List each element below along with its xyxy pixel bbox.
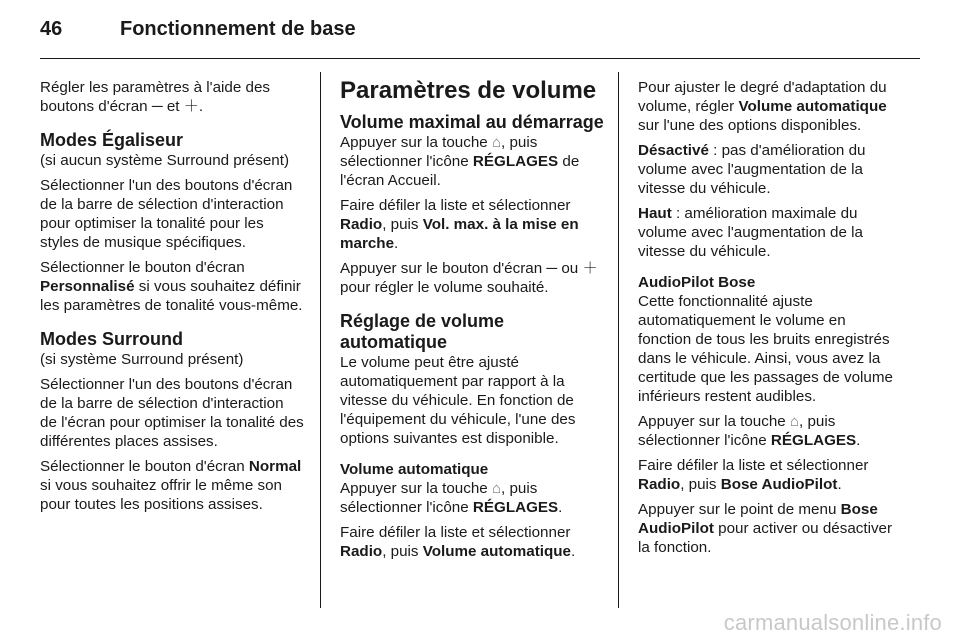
home-icon: ⌂ — [491, 134, 502, 151]
paragraph: Faire défiler la liste et sélectionner Radio, puis Bose AudioPilot. — [638, 457, 869, 493]
plus-icon: ＋ — [582, 260, 598, 277]
paragraph: Appuyer sur la touche ⌂, puis sélectionner l'icône RÉGLAGES de l'écran Accueil. — [340, 134, 580, 189]
paragraph: Appuyer sur la touche ⌂, puis sélectionner l'icône RÉGLAGES. — [638, 413, 861, 449]
chapter-title: Paramètres de volume — [340, 77, 597, 104]
plus-icon: ＋ — [183, 98, 199, 115]
menu-term: Volume automatique — [738, 98, 887, 115]
paragraph: Appuyer sur le bouton d'écran ─ ou ＋ pour régler le volume souhaité. — [340, 260, 598, 296]
paragraph: Sélectionner l'un des boutons d'écran de la barre de sélection d'interaction pour optimiser la tonalité pour les styles de musique spécifiques. — [40, 177, 293, 251]
minus-icon: ─ — [546, 260, 558, 277]
subsection-title-volume-automatique: Volume automatique — [340, 461, 489, 478]
section-subtitle: (si système Surround présent) — [40, 351, 244, 368]
paragraph: Sélectionner l'un des boutons d'écran de la barre de sélection d'interaction de l'écran pour optimiser la tonalité des différentes places assises. — [40, 376, 304, 450]
page-header — [40, 18, 356, 50]
subsection-title-audiopilot: AudioPilot Bose — [638, 274, 756, 291]
menu-term: Vol. max. à la mise en marche — [340, 216, 579, 252]
section-title-modes-surround: Modes Surround — [40, 329, 183, 349]
paragraph: Faire défiler la liste et sélectionner Radio, puis Volume automatique. — [340, 524, 576, 560]
paragraph: Haut : amélioration maximale du volume avec l'augmentation de la vitesse du véhicule. — [638, 205, 863, 260]
section-title-modes-egaliseur: Modes Égaliseur — [40, 130, 184, 150]
menu-term: Volume automatique — [422, 543, 571, 560]
home-icon: ⌂ — [491, 480, 502, 497]
intro-paragraph: Régler les paramètres à l'aide des boutons d'écran ─ et ＋. — [40, 79, 270, 115]
column-divider-right — [618, 72, 619, 608]
section-title-reglage-volume: Réglage de volume automatique — [340, 311, 505, 352]
paragraph: Désactivé : pas d'amélioration du volume avec l'augmentation de la vitesse du véhicule. — [638, 142, 866, 197]
paragraph: Cette fonctionnalité ajuste automatiquement le volume en fonction de tous les bruits enregistrés dans le véhicule. Ainsi, vous avez la certitude que les passages de volume inférieurs restent audibles. — [638, 293, 893, 405]
paragraph: Appuyer sur le point de menu Bose AudioPilot pour activer ou désactiver la fonction. — [638, 501, 893, 556]
menu-term: RÉGLAGES — [770, 432, 857, 449]
paragraph: Sélectionner le bouton d'écran Normal si vous souhaitez offrir le même son pour toutes les positions assises. — [40, 458, 302, 513]
paragraph: Pour ajuster le degré d'adaptation du volume, régler Volume automatique sur l'une des options disponibles. — [638, 79, 887, 134]
option-term: Haut — [638, 205, 672, 222]
option-term: Désactivé — [638, 142, 709, 159]
paragraph: Sélectionner le bouton d'écran Personnalisé si vous souhaitez définir les paramètres de tonalité vous-même. — [40, 259, 303, 314]
column-1 — [40, 78, 304, 520]
menu-term: Normal — [248, 458, 302, 475]
section-subtitle: (si aucun système Surround présent) — [40, 152, 290, 169]
menu-term: Radio — [638, 476, 681, 493]
section-title-volume-maximal: Volume maximal au démarrage — [340, 112, 604, 132]
minus-icon: ─ — [151, 98, 163, 115]
column-divider-left — [320, 72, 321, 608]
menu-term: RÉGLAGES — [472, 499, 559, 516]
column-2 — [340, 78, 604, 567]
column-3 — [638, 78, 902, 563]
page-title: Fonctionnement de base — [120, 18, 356, 40]
menu-term: Radio — [340, 543, 383, 560]
home-icon: ⌂ — [789, 413, 800, 430]
menu-term: Personnalisé — [40, 278, 135, 295]
header-rule — [40, 58, 920, 59]
menu-term: Bose AudioPilot — [638, 501, 878, 537]
menu-term: RÉGLAGES — [472, 153, 559, 170]
paragraph: Appuyer sur la touche ⌂, puis sélectionner l'icône RÉGLAGES. — [340, 480, 563, 516]
menu-term: Radio — [340, 216, 383, 233]
paragraph: Faire défiler la liste et sélectionner Radio, puis Vol. max. à la mise en marche. — [340, 197, 579, 252]
page-number: 46 — [40, 18, 63, 40]
paragraph: Le volume peut être ajusté automatiquement par rapport à la vitesse du véhicule. En fonction de l'équipement du véhicule, l'une des options suivantes est disponible. — [340, 354, 576, 447]
watermark: carmanualsonline.info — [723, 610, 942, 635]
menu-term: Bose AudioPilot — [720, 476, 838, 493]
